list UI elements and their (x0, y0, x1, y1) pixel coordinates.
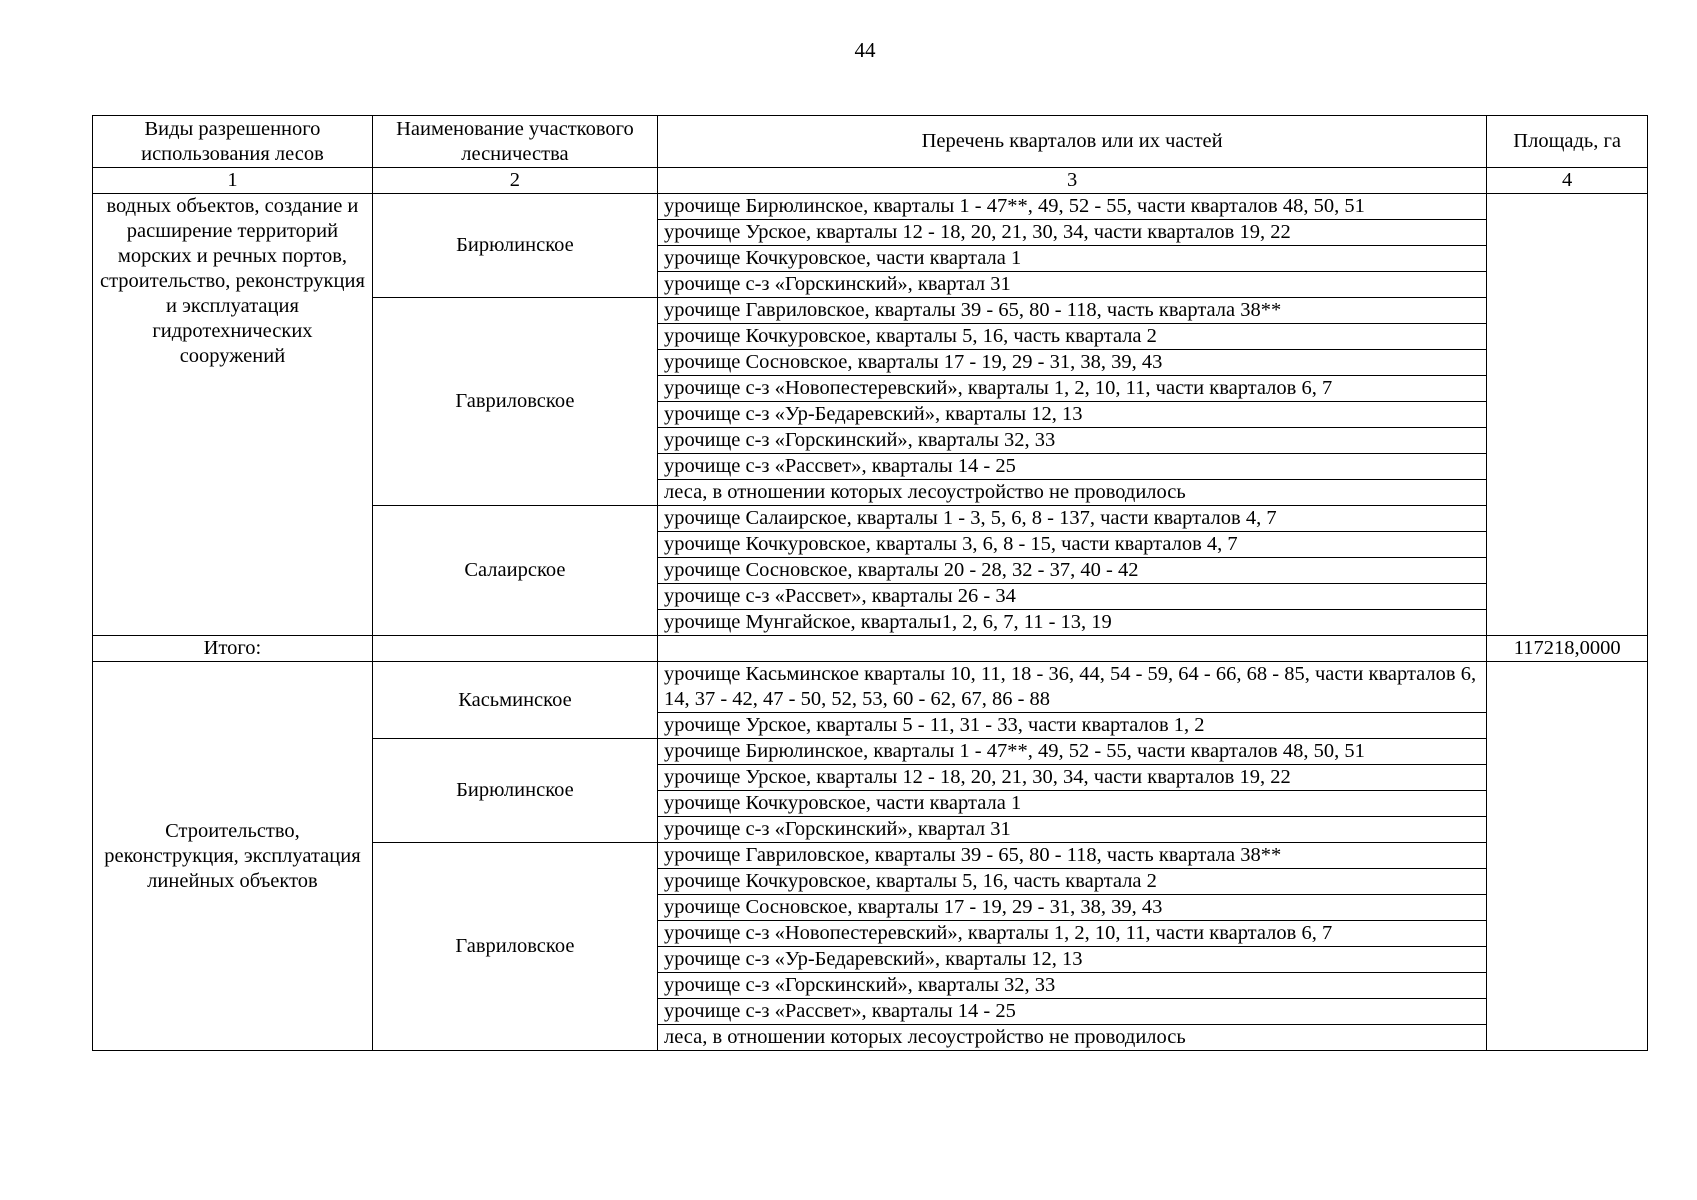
tract-cell: урочище Гавриловское, кварталы 39 - 65, 80 - 118, часть квартала 38** (657, 843, 1486, 869)
tract-cell: леса, в отношении которых лесоустройство не проводилось (657, 1025, 1486, 1051)
forest-use-table (92, 115, 1648, 1051)
forestry-name-cell: Бирюлинское (372, 194, 657, 298)
table-row (93, 662, 1648, 713)
header-forestry: Наименование участкового лесничества (372, 116, 657, 168)
use-kind-cell: водных объектов, создание и расширение территорий морских и речных портов, строительство, реконструкция и эксплуатация гидротехнических сооружений (93, 194, 373, 636)
tract-cell: урочище с-з «Горскинский», квартал 31 (657, 817, 1486, 843)
use-kind-cell: Строительство, реконструкция, эксплуатация линейных объектов (93, 662, 373, 1051)
tract-cell: леса, в отношении которых лесоустройство не проводилось (657, 480, 1486, 506)
tract-cell: урочище с-з «Горскинский», кварталы 32, 33 (657, 973, 1486, 999)
table-header-row (93, 116, 1648, 168)
forestry-name-cell: Касьминское (372, 662, 657, 739)
tract-cell: урочище с-з «Рассвет», кварталы 14 - 25 (657, 454, 1486, 480)
tract-cell: урочище с-з «Горскинский», квартал 31 (657, 272, 1486, 298)
tract-cell: урочище с-з «Ур-Бедаревский», кварталы 12, 13 (657, 947, 1486, 973)
forestry-name-cell: Салаирское (372, 506, 657, 636)
column-number: 4 (1487, 168, 1648, 194)
tract-cell: урочище Кочкуровское, части квартала 1 (657, 791, 1486, 817)
total-row (93, 636, 1648, 662)
tract-cell: урочище с-з «Новопестеревский», кварталы 1, 2, 10, 11, части кварталов 6, 7 (657, 921, 1486, 947)
forestry-name-cell: Гавриловское (372, 843, 657, 1051)
header-kind: Виды разрешенного использования лесов (93, 116, 373, 168)
tract-cell: урочище с-з «Ур-Бедаревский», кварталы 12, 13 (657, 402, 1486, 428)
tract-cell: урочище Касьминское кварталы 10, 11, 18 - 36, 44, 54 - 59, 64 - 66, 68 - 85, части кварталов 6, 14, 37 - 42, 47 - 50, 52, 53, 60 - 62, 67, 86 - 88 (657, 662, 1486, 713)
total-label: Итого: (93, 636, 373, 662)
table-body (93, 194, 1648, 1051)
forestry-name-cell: Гавриловское (372, 298, 657, 506)
forestry-name-cell: Бирюлинское (372, 739, 657, 843)
header-tracts: Перечень кварталов или их частей (657, 116, 1486, 168)
column-number: 1 (93, 168, 373, 194)
header-area: Площадь, га (1487, 116, 1648, 168)
page-number: 44 (854, 38, 876, 62)
column-number: 3 (657, 168, 1486, 194)
column-number-row (93, 168, 1648, 194)
tract-cell: урочище с-з «Новопестеревский», кварталы 1, 2, 10, 11, части кварталов 6, 7 (657, 376, 1486, 402)
tract-cell: урочище Кочкуровское, части квартала 1 (657, 246, 1486, 272)
tract-cell: урочище Бирюлинское, кварталы 1 - 47**, 49, 52 - 55, части кварталов 48, 50, 51 (657, 739, 1486, 765)
tract-cell: урочище с-з «Рассвет», кварталы 26 - 34 (657, 584, 1486, 610)
tract-cell: урочище Сосновское, кварталы 20 - 28, 32 - 37, 40 - 42 (657, 558, 1486, 584)
tract-cell: урочище Урское, кварталы 12 - 18, 20, 21, 30, 34, части кварталов 19, 22 (657, 765, 1486, 791)
tract-cell: урочище Кочкуровское, кварталы 5, 16, часть квартала 2 (657, 869, 1486, 895)
total-empty-cell (372, 636, 657, 662)
column-number: 2 (372, 168, 657, 194)
total-empty-cell (657, 636, 1486, 662)
tract-cell: урочище Урское, кварталы 5 - 11, 31 - 33, части кварталов 1, 2 (657, 713, 1486, 739)
tract-cell: урочище Салаирское, кварталы 1 - 3, 5, 6, 8 - 137, части кварталов 4, 7 (657, 506, 1486, 532)
tract-cell: урочище Бирюлинское, кварталы 1 - 47**, 49, 52 - 55, части кварталов 48, 50, 51 (657, 194, 1486, 220)
area-cell (1487, 662, 1648, 1051)
tract-cell: урочище Гавриловское, кварталы 39 - 65, 80 - 118, часть квартала 38** (657, 298, 1486, 324)
tract-cell: урочище Сосновское, кварталы 17 - 19, 29 - 31, 38, 39, 43 (657, 895, 1486, 921)
tract-cell: урочище с-з «Рассвет», кварталы 14 - 25 (657, 999, 1486, 1025)
total-area: 117218,0000 (1487, 636, 1648, 662)
tract-cell: урочище Кочкуровское, кварталы 3, 6, 8 - 15, части кварталов 4, 7 (657, 532, 1486, 558)
tract-cell: урочище Урское, кварталы 12 - 18, 20, 21, 30, 34, части кварталов 19, 22 (657, 220, 1486, 246)
tract-cell: урочище с-з «Горскинский», кварталы 32, 33 (657, 428, 1486, 454)
tract-cell: урочище Сосновское, кварталы 17 - 19, 29 - 31, 38, 39, 43 (657, 350, 1486, 376)
area-cell (1487, 194, 1648, 636)
table-row (93, 194, 1648, 220)
tract-cell: урочище Кочкуровское, кварталы 5, 16, часть квартала 2 (657, 324, 1486, 350)
tract-cell: урочище Мунгайское, кварталы1, 2, 6, 7, 11 - 13, 19 (657, 610, 1486, 636)
